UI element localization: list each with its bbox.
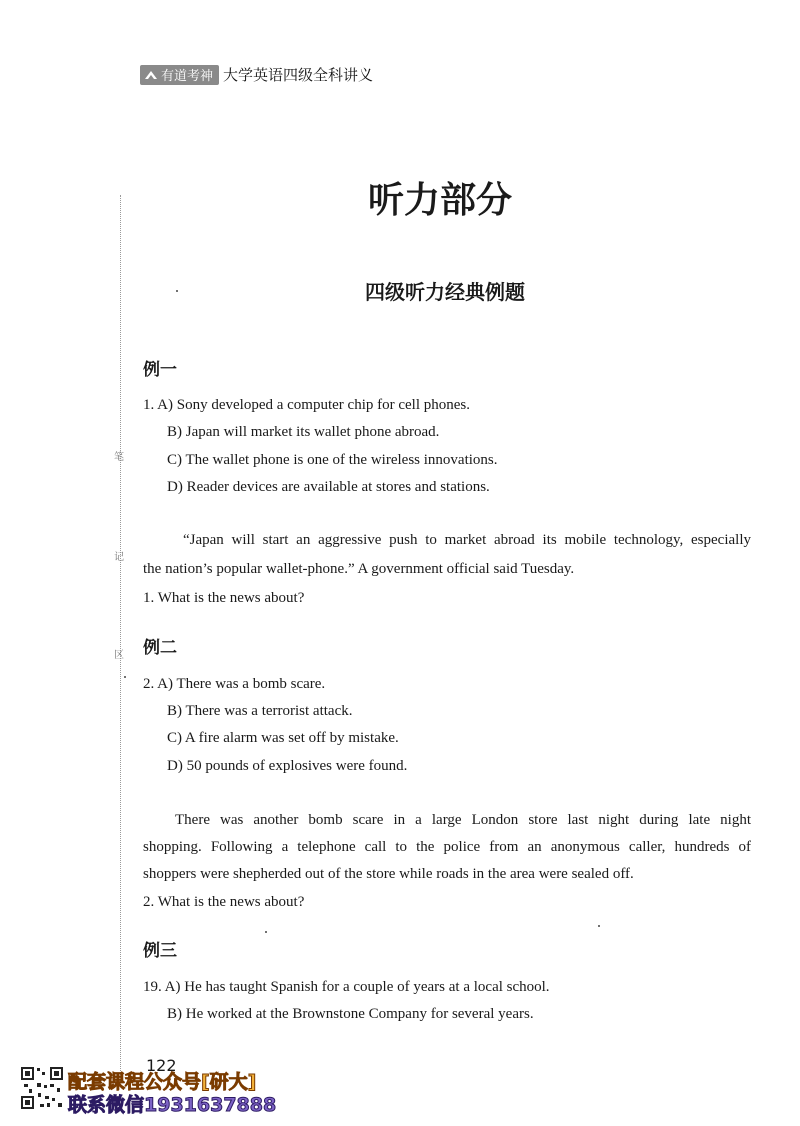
page-number: 122 [146, 1056, 177, 1075]
scan-speck [176, 290, 178, 292]
example-2-heading: 例二 [143, 638, 177, 658]
example-1-option-b: B) Japan will market its wallet phone abroad. [167, 424, 440, 440]
page-header [140, 64, 373, 85]
example-1-option-a: 1. A) Sony developed a computer chip for cell phones. [143, 397, 470, 413]
example-1-transcript-line: “Japan will start an aggressive push to market abroad its mobile technology, especially [183, 532, 751, 548]
example-1-option-c: C) The wallet phone is one of the wireless innovations. [167, 452, 498, 468]
section-subtitle: 四级听力经典例题 [365, 280, 525, 304]
example-3-heading: 例三 [143, 941, 177, 961]
example-2-transcript-line: shopping. Following a telephone call to the police from an anonymous caller, hundreds of [143, 839, 751, 855]
example-1-question: 1. What is the news about? [143, 590, 305, 606]
example-2-option-b: B) There was a terrorist attack. [167, 703, 353, 719]
scan-speck [265, 931, 267, 933]
scan-speck [124, 676, 126, 678]
example-2-option-a: 2. A) There was a bomb scare. [143, 676, 326, 692]
publisher-logo [140, 65, 219, 85]
footer-watermark-line: 配套课程公众号[研大] [68, 1071, 257, 1093]
example-1-heading: 例一 [143, 360, 177, 380]
footer-watermark-line: 联系微信1931637888 [68, 1094, 277, 1116]
example-3-option-b: B) He worked at the Brownstone Company for several years. [167, 1006, 534, 1022]
example-2-option-c: C) A fire alarm was set off by mistake. [167, 730, 399, 746]
example-1-transcript-line: the nation’s popular wallet-phone.” A government official said Tuesday. [143, 561, 575, 577]
example-2-transcript-line: There was another bomb scare in a large London store last night during late night [175, 812, 751, 828]
page-title: 听力部分 [367, 180, 512, 221]
example-2-option-d: D) 50 pounds of explosives were found. [167, 758, 408, 774]
notes-margin-char: 笔 [114, 452, 124, 463]
scan-speck [598, 925, 600, 927]
example-3-option-a: 19. A) He has taught Spanish for a couple of years at a local school. [143, 979, 550, 995]
notes-margin-char: 记 [114, 552, 124, 563]
book-title: 大学英语四级全科讲义 [223, 66, 374, 84]
example-2-question: 2. What is the news about? [143, 894, 305, 910]
qr-code-icon [20, 1066, 64, 1110]
example-2-transcript-line: shoppers were shepherded out of the store while roads in the area were sealed off. [143, 866, 634, 882]
notes-margin-line [120, 195, 121, 1075]
book-icon [144, 68, 158, 82]
example-1-option-d: D) Reader devices are available at stores and stations. [167, 479, 490, 495]
notes-margin-char: 区 [114, 650, 124, 661]
logo-text: 有道考神 [161, 69, 214, 84]
